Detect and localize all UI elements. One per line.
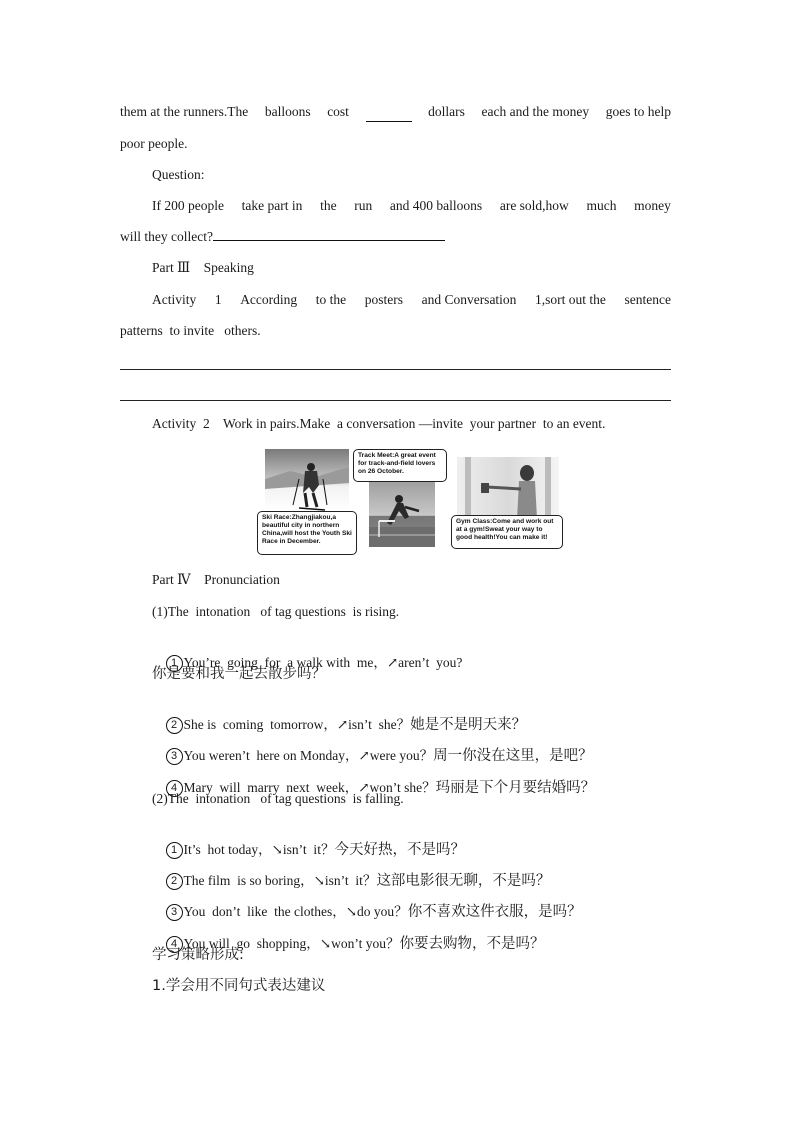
part-4-heading: Part Ⅳ Pronunciation: [152, 572, 280, 587]
track-meet-photo: [369, 477, 435, 547]
answer-line-1[interactable]: [120, 369, 671, 370]
reading-line-1: them at the runners.The balloons cost dollars each and the money goes to help: [120, 102, 671, 122]
question-line-2: will they collect?: [120, 227, 445, 247]
strategy-item-1: 1.学会用不同句式表达建议: [152, 978, 326, 994]
answer-line-2[interactable]: [120, 400, 671, 401]
activity-1-line-2: patterns to invite others.: [120, 323, 261, 338]
activity-2-line: Activity 2 Work in pairs.Make a conversation —invite your partner to an event.: [152, 416, 606, 431]
part-3-heading: Part Ⅲ Speaking: [152, 260, 254, 275]
rising-example-1: 1 You’re going for a walk with me，↗aren’t you?: [152, 633, 462, 693]
falling-example-3: 3 You don’t like the clothes，↘do you？你不喜欢这件衣服，是吗？: [152, 882, 582, 942]
rising-example-4: 4 Mary will marry next week，↗won’t she？玛丽是下个月要结婚吗？: [152, 758, 595, 818]
ski-race-photo: [265, 449, 349, 511]
question-label: Question:: [152, 167, 205, 182]
rising-example-1-translation: 你是要和我一起去散步吗？: [152, 666, 326, 682]
falling-example-2: 2 The film is so boring，↘isn’t it？这部电影很无聊，不是吗？: [152, 851, 550, 911]
gym-class-photo: [457, 457, 559, 519]
event-posters: [257, 449, 569, 553]
activity-1-line-1: Activity 1 According to the posters and Conversation 1,sort out the sentence: [152, 292, 671, 307]
rising-example-3: 3 You weren’t here on Monday，↗were you？周一你没在这里，是吧？: [152, 726, 593, 786]
track-meet-caption: Track Meet:A great event for track-and-field lovers on 26 October.: [353, 449, 447, 482]
question-line-1: If 200 people take part in the run and 400 balloons are sold,how much money: [152, 198, 671, 213]
falling-example-4: 4 You will go shopping，↘won’t you？你要去购物，不是吗？: [152, 914, 544, 974]
falling-title: (2)The intonation of tag questions is falling.: [152, 791, 404, 806]
falling-example-1: 1 It’s hot today，↘isn’t it？今天好热，不是吗？: [152, 820, 465, 880]
gym-class-caption: Gym Class:Come and work out at a gym!Sweat your way to good health!You can make it!: [451, 515, 563, 549]
reading-line-2: poor people.: [120, 136, 188, 151]
rising-example-2: 2 She is coming tomorrow，↗isn’t she？她是不是明天来？: [152, 695, 526, 755]
strategy-title: 学习策略形成:: [152, 947, 244, 963]
rising-title: (1)The intonation of tag questions is rising.: [152, 604, 400, 619]
answer-blank-money[interactable]: [213, 240, 445, 241]
answer-blank-dollars[interactable]: [366, 102, 412, 122]
ski-race-caption: Ski Race:Zhangjiakou,a beautiful city in northern China,will host the Youth Ski Race in December.: [257, 511, 357, 555]
